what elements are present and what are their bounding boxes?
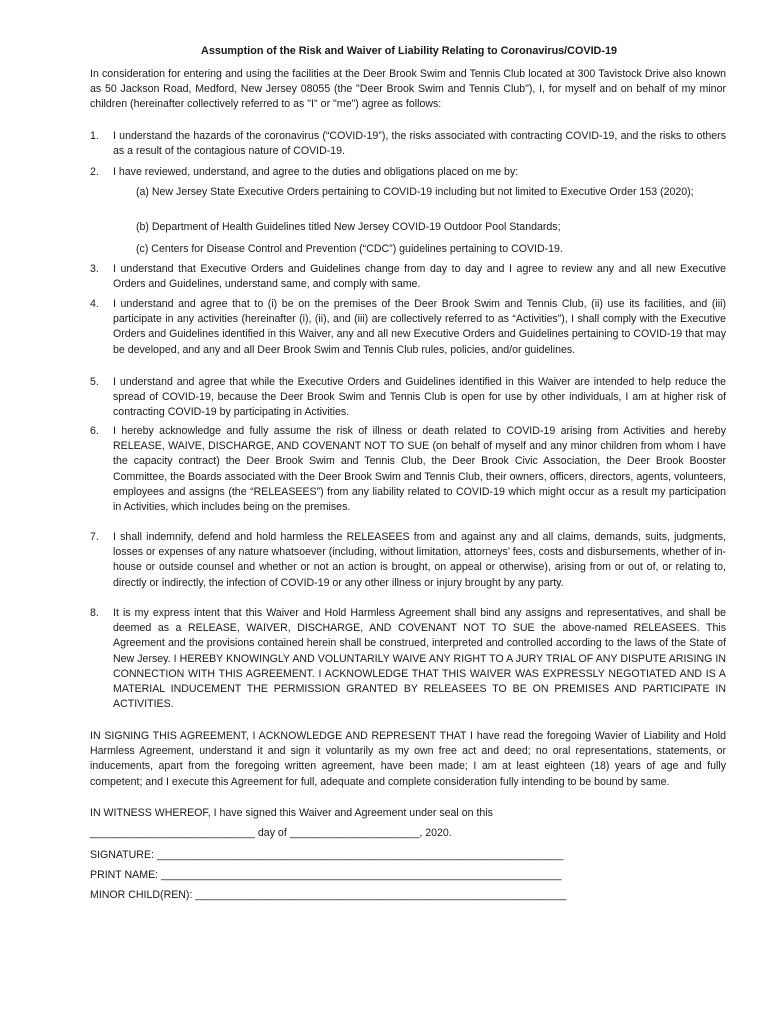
clause-number: 5.: [90, 376, 99, 388]
clause-number: 6.: [90, 425, 99, 437]
intro-paragraph: In consideration for entering and using the facilities at the Deer Brook Swim and Tennis Club located at 300 Tavistock Drive also known as 50 Jackson Road, Medford, New Jersey 08055 (the "Deer Brook Swim and Tennis Club"), I, for myself and on behalf of my minor children (hereinafter collectively referred to as "I" or "me") agree as follows:: [90, 68, 726, 111]
date-line: ____________________________ day of ______________________, 2020.: [90, 827, 452, 839]
clause-text: I hereby acknowledge and fully assume the risk of illness or death related to COVID-19 arising from Activities and hereby RELEASE, WAIVE, DISCHARGE, AND COVENANT NOT TO SUE (on behalf of myself and any minor children from whom I have the capacity contract) the Deer Brook Swim and Tennis Club, the Deer Brook Civic Association, the Deer Brook Booster Committee, the Boards associated with the Deer Brook Swim and Tennis Club, their owners, officers, directors, agents, volunteers, employees and assigns (the “RELEASEES”) from any liability related to COVID-19 which might occur as a result my participation in Activities, which includes being on the premises.: [113, 425, 726, 514]
clause-1: [90, 129, 726, 159]
signature-line: SIGNATURE: _____________________________________________________________________: [90, 849, 564, 861]
clause-text: I understand the hazards of the coronavirus (“COVID-19”), the risks associated with contracting COVID-19, and the risks to others as a result of the contagious nature of COVID-19.: [113, 130, 726, 158]
clause-number: 3.: [90, 263, 99, 275]
clause-text: It is my express intent that this Waiver and Hold Harmless Agreement shall bind any assigns and representatives, and shall be deemed as a RELEASE, WAIVER, DISCHARGE, AND COVENANT NOT TO SUE the above-named RELEASEES. This Agreement and the provisions contained herein shall be construed, interpreted and controlled according to the laws of the State of New Jersey. I HEREBY KNOWINGLY AND VOLUNTARILY WAIVE ANY RIGHT TO A JURY TRIAL OF ANY DISPUTE ARISING IN CONNECTION WITH THIS AGREEMENT. I ACKNOWLEDGE THAT THIS WAIVER WAS EXPRESSLY NEGOTIATED AND IS A MATERIAL INDUCEMENT THE PERMISSION GRANTED BY RELEASEES TO BE ON PREMISES AND PARTICIPATE IN ACTIVITIES.: [113, 607, 726, 711]
signing-paragraph: IN SIGNING THIS AGREEMENT, I ACKNOWLEDGE AND REPRESENT THAT I have read the foregoing Wavier of Liability and Hold Harmless Agreement, understand it and sign it voluntarily as my own free act and deed; no oral representations, statements, or inducements, apart from the foregoing written agreement, have been made; I am at least eighteen (18) years of age and fully competent; and I execute this Agreement for full, adequate and complete consideration fully intending to be bound by same.: [90, 730, 726, 788]
clause-text: I shall indemnify, defend and hold harmless the RELEASEES from and against any and all claims, demands, suits, judgments, losses or expenses of any nature whatsoever (including, without limitation, attorneys’ fees, costs and disbursements, whether of in-house or outside counsel and whether or not an action is brought, on appeal or otherwise), arising from or out of, or relating to, directly or indirectly, the infection of COVID-19 or any other illness or injury brought by any party.: [113, 531, 726, 589]
witness-line: IN WITNESS WHEREOF, I have signed this Waiver and Agreement under seal on this: [90, 807, 493, 819]
clause-3: [90, 262, 726, 292]
clause-text: I have reviewed, understand, and agree to the duties and obligations placed on me by:: [113, 166, 519, 178]
clause-text: I understand and agree that to (i) be on the premises of the Deer Brook Swim and Tennis Club, (ii) use its facilities, and (iii) participate in any activities (hereinafter (i), (ii), and (iii) are collectively referred to as “Activities”), I shall comply with the Executive Orders and Guidelines identified in this Waiver, any and all new Executive Orders and Guidelines pertaining to COVID-19 that may be developed, and any and all Deer Brook Swim and Tennis Club rules, policies, and/or guidelines.: [113, 298, 726, 356]
clause-number: 2.: [90, 166, 99, 178]
subclause-a: (a) New Jersey State Executive Orders pertaining to COVID-19 including but not limited to Executive Order 153 (2020);: [136, 186, 694, 198]
document-title: Assumption of the Risk and Waiver of Liability Relating to Coronavirus/COVID-19: [201, 45, 617, 57]
clause-number: 1.: [90, 130, 99, 142]
clause-7: [90, 530, 726, 591]
clause-number: 7.: [90, 531, 99, 543]
clause-6: [90, 424, 726, 515]
clause-4: [90, 297, 726, 358]
clause-2: [90, 165, 726, 180]
clause-5: [90, 375, 726, 421]
clause-text: I understand and agree that while the Executive Orders and Guidelines identified in this Waiver are intended to help reduce the spread of COVID-19, because the Deer Brook Swim and Tennis Club is open for use by other individuals, I am at higher risk of contracting COVID-19 by participating in Activities.: [113, 376, 726, 419]
clause-text: I understand that Executive Orders and Guidelines change from day to day and I agree to review any and all new Executive Orders and Guidelines, understand same, and comply with same.: [113, 263, 726, 291]
subclause-c: (c) Centers for Disease Control and Prevention (“CDC”) guidelines pertaining to COVID-19.: [136, 243, 563, 255]
clause-number: 4.: [90, 298, 99, 310]
clause-8: [90, 606, 726, 712]
clause-number: 8.: [90, 607, 99, 619]
print-name-line: PRINT NAME: ____________________________________________________________________: [90, 869, 562, 881]
subclause-b: (b) Department of Health Guidelines titled New Jersey COVID-19 Outdoor Pool Standards;: [136, 221, 561, 233]
minor-children-line: MINOR CHILD(REN): _______________________________________________________________: [90, 889, 567, 901]
